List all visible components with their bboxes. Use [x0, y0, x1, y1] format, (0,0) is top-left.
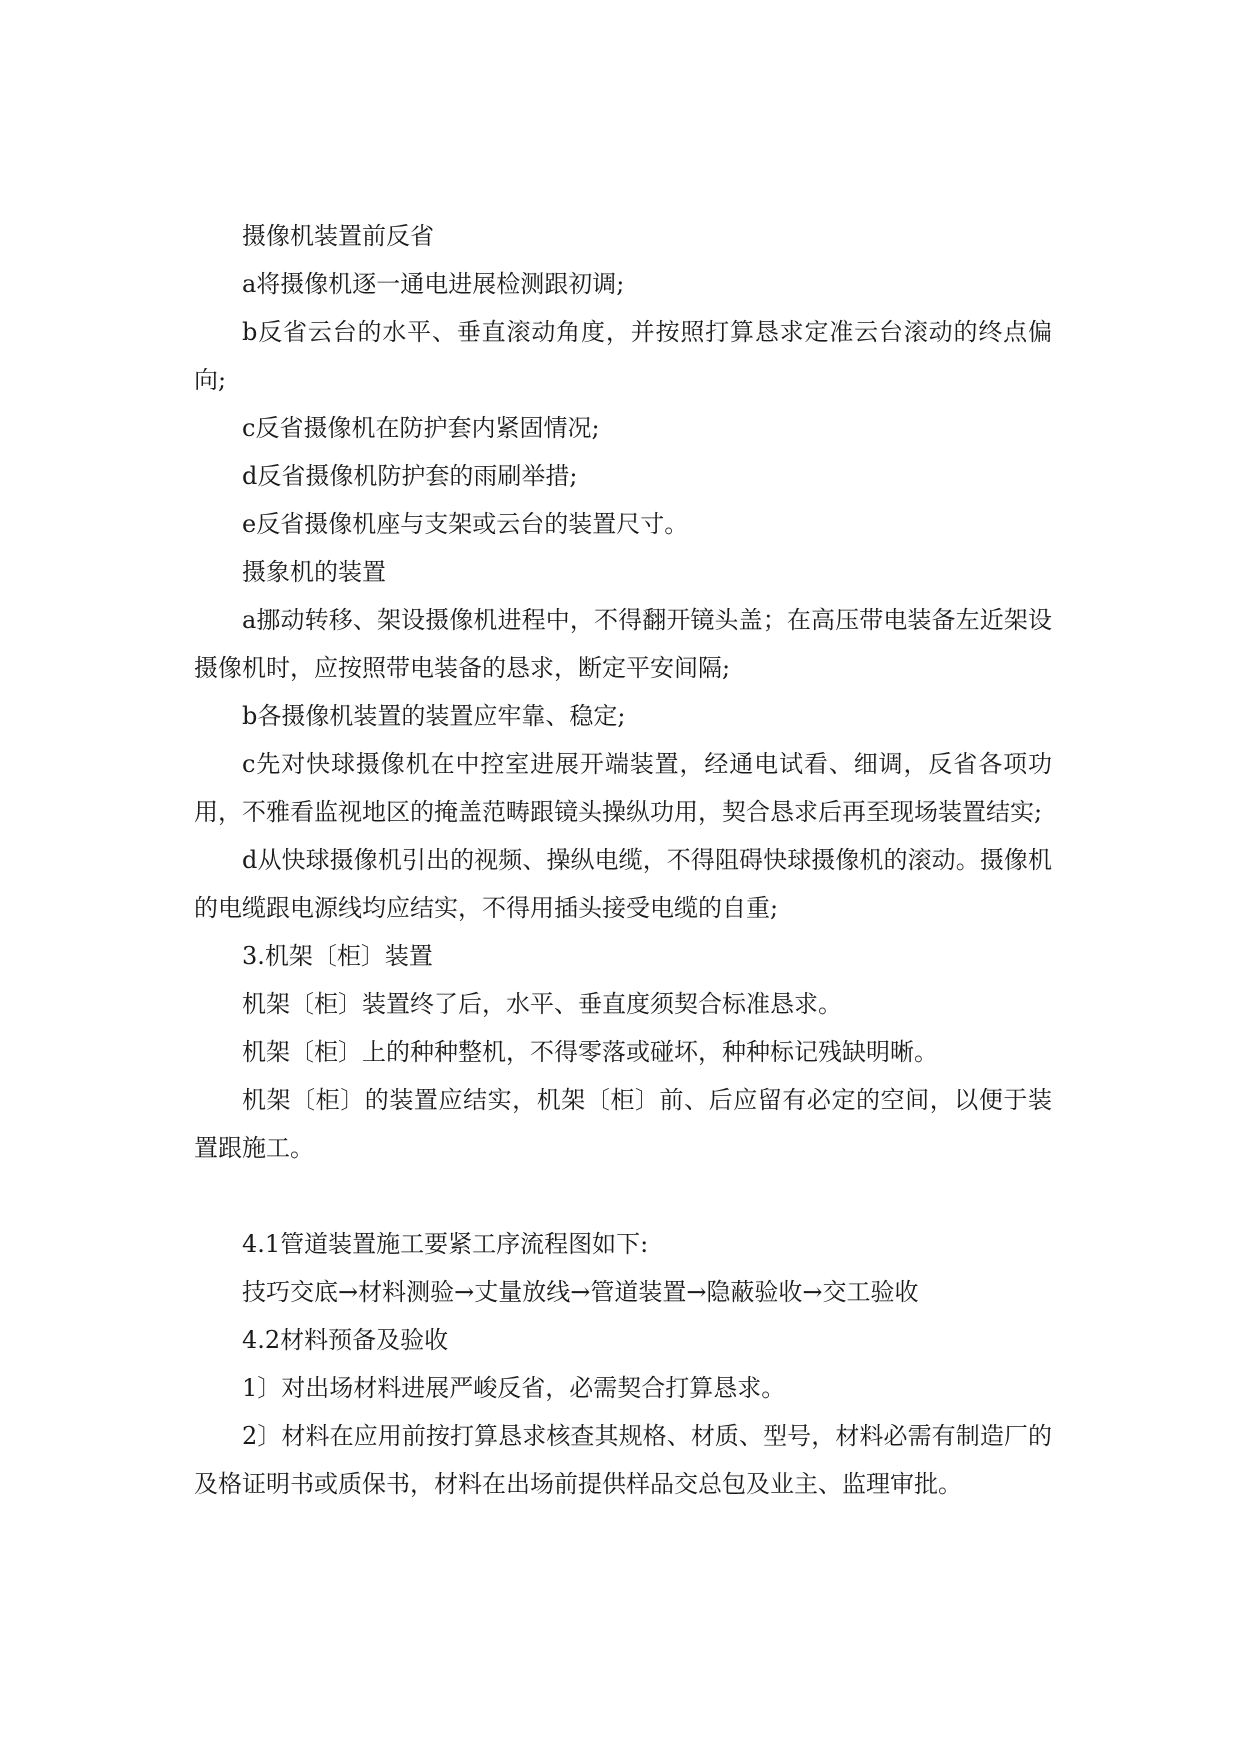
- paragraph: d反省摄像机防护套的雨刷举措;: [242, 462, 578, 490]
- paragraph: c先对快球摄像机在中控室进展开端装置，经通电试看、细调，反省各项功用，不雅看监视地区的掩盖范畴跟镜头操纵功用，契合恳求后再至现场装置结实;: [194, 750, 1052, 826]
- paragraph: a将摄像机逐一通电进展检测跟初调;: [242, 270, 625, 298]
- section-gap: [194, 1172, 1052, 1220]
- paragraph: 机架〔柜〕装置终了后，水平、垂直度须契合标准恳求。: [242, 990, 842, 1018]
- paragraph: 2〕材料在应用前按打算恳求核查其规格、材质、型号，材料必需有制造厂的及格证明书或质保书，材料在出场前提供样品交总包及业主、监理审批。: [194, 1422, 1052, 1498]
- paragraph: 摄像机装置前反省: [242, 222, 434, 250]
- paragraph: c反省摄像机在防护套内紧固情况;: [242, 414, 600, 442]
- paragraph: 4.1管道装置施工要紧工序流程图如下:: [242, 1230, 649, 1258]
- paragraph: 3.机架〔柜〕装置: [242, 942, 433, 970]
- paragraph: 机架〔柜〕的装置应结实，机架〔柜〕前、后应留有必定的空间，以便于装置跟施工。: [194, 1086, 1052, 1162]
- paragraph: 摄象机的装置: [242, 558, 386, 586]
- paragraph: 机架〔柜〕上的种种整机，不得零落或碰坏，种种标记残缺明晰。: [242, 1038, 938, 1066]
- document-body: [194, 212, 1052, 1508]
- paragraph: d从快球摄像机引出的视频、操纵电缆，不得阻碍快球摄像机的滚动。摄像机的电缆跟电源线均应结实，不得用插头接受电缆的自重;: [194, 846, 1052, 922]
- paragraph: b反省云台的水平、垂直滚动角度，并按照打算恳求定准云台滚动的终点偏向;: [194, 318, 1052, 394]
- paragraph: 4.2材料预备及验收: [242, 1326, 449, 1354]
- paragraph: 技巧交底→材料测验→丈量放线→管道装置→隐蔽验收→交工验收: [242, 1278, 919, 1306]
- paragraph: a挪动转移、架设摄像机进程中，不得翻开镜头盖；在高压带电装备左近架设摄像机时，应按照带电装备的恳求，断定平安间隔;: [194, 606, 1052, 682]
- paragraph: b各摄像机装置的装置应牢靠、稳定;: [242, 702, 626, 730]
- paragraph: 1〕对出场材料进展严峻反省，必需契合打算恳求。: [242, 1374, 786, 1402]
- paragraph: e反省摄像机座与支架或云台的装置尺寸。: [242, 510, 689, 538]
